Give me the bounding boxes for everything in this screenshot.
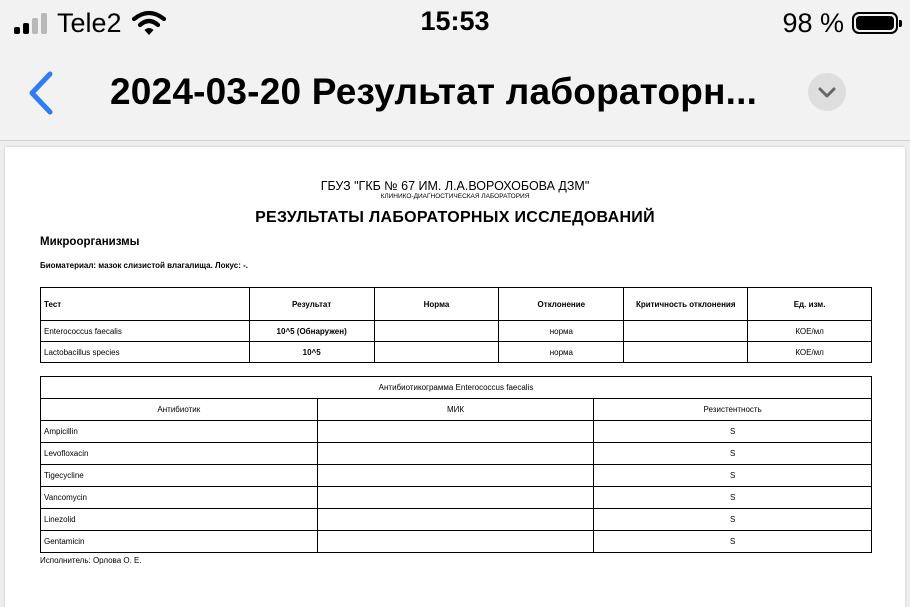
table-row (41, 443, 872, 465)
battery-percent: 98 % (782, 7, 844, 38)
organization-name: ГБУЗ "ГКБ № 67 ИМ. Л.А.ВОРОХОБОВА ДЗМ" (320, 179, 590, 193)
antibiotic-name: Tigecycline (41, 465, 318, 487)
chevron-down-icon (808, 73, 846, 111)
antibiogram-title-row (41, 377, 872, 399)
resistance-value: S (594, 531, 872, 553)
performer-line: Исполнитель: Орлова О. Е. (40, 556, 142, 565)
report-title: РЕЗУЛЬТАТЫ ЛАБОРАТОРНЫХ ИССЛЕДОВАНИЙ (255, 209, 655, 226)
table-row (41, 321, 872, 342)
resistance-value: S (594, 443, 872, 465)
table-row (41, 465, 872, 487)
carrier-name: Tele2 (57, 7, 122, 38)
antibiotic-name: Ampicillin (41, 421, 318, 443)
status-bar (0, 0, 910, 46)
antibiogram-header-row (41, 399, 872, 421)
mic-value (317, 443, 594, 465)
criticality-value (624, 342, 748, 363)
result-value: 10^5 (Обнаружен) (249, 321, 374, 342)
navigation-bar (0, 46, 910, 141)
result-value: 10^5 (249, 342, 374, 363)
mic-value (317, 531, 594, 553)
section-heading: Микроорганизмы (40, 236, 140, 248)
test-name: Enterococcus faecalis (41, 321, 250, 342)
document-page (5, 147, 905, 607)
table-row (41, 487, 872, 509)
units-value: КОЕ/мл (748, 321, 872, 342)
header-norm: Норма (374, 288, 499, 321)
header-criticality: Критичность отклонения (624, 288, 748, 321)
biomaterial-line: Биоматериал: мазок слизистой влагалища. Локус: -. (40, 261, 249, 270)
deviation-value: норма (499, 342, 624, 363)
mic-value (317, 465, 594, 487)
antibiogram-title: Антибиотикограмма Enterococcus faecalis (41, 377, 872, 399)
antibiotic-name: Vancomycin (41, 487, 318, 509)
resistance-value: S (594, 487, 872, 509)
norm-value (374, 342, 499, 363)
table-row (41, 342, 872, 363)
resistance-value: S (594, 509, 872, 531)
header-mic: МИК (317, 399, 594, 421)
table-row (41, 531, 872, 553)
header-resistance: Резистентность (594, 399, 872, 421)
table-row (41, 421, 872, 443)
back-chevron-icon[interactable] (24, 70, 60, 116)
results-table (40, 287, 872, 363)
antibiotic-name: Gentamicin (41, 531, 318, 553)
laboratory-name: КЛИНИКО-ДИАГНОСТИЧЕСКАЯ ЛАБОРАТОРИЯ (380, 193, 530, 200)
header-antibiotic: Антибиотик (41, 399, 318, 421)
mic-value (317, 487, 594, 509)
mic-value (317, 509, 594, 531)
header-test: Тест (41, 288, 250, 321)
criticality-value (624, 321, 748, 342)
units-value: КОЕ/мл (748, 342, 872, 363)
norm-value (374, 321, 499, 342)
header-units: Ед. изм. (748, 288, 872, 321)
title-menu-button[interactable] (808, 73, 846, 111)
table-row (41, 509, 872, 531)
battery-icon (852, 12, 898, 34)
results-header-row (41, 288, 872, 321)
test-name: Lactobacillus species (41, 342, 250, 363)
antibiotic-name: Linezolid (41, 509, 318, 531)
antibiotic-name: Levofloxacin (41, 443, 318, 465)
resistance-value: S (594, 465, 872, 487)
clock: 15:53 (420, 6, 490, 36)
mic-value (317, 421, 594, 443)
header-result: Результат (249, 288, 374, 321)
document-title: 2024-03-20 Результат лабораторн... (110, 71, 758, 112)
header-deviation: Отклонение (499, 288, 624, 321)
deviation-value: норма (499, 321, 624, 342)
antibiogram-table (40, 376, 872, 553)
resistance-value: S (594, 421, 872, 443)
